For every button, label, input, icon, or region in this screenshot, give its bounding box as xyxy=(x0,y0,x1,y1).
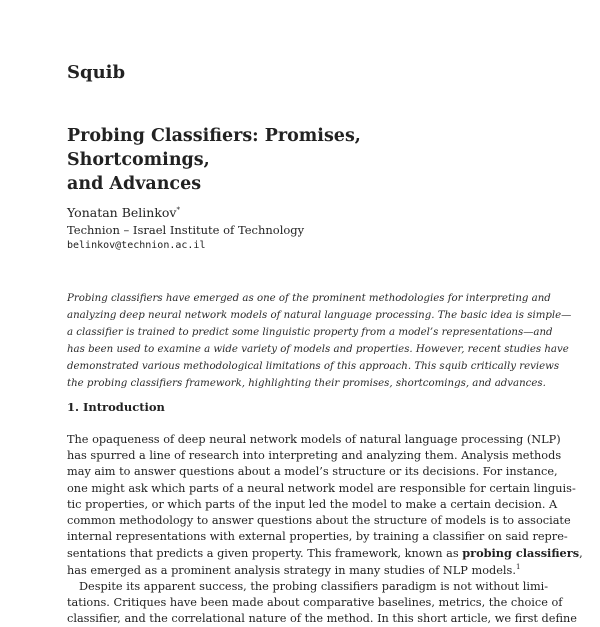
body-line: internal representations with external properties, by training a classifier on said repre- xyxy=(67,530,568,544)
abstract-line: has been used to examine a wide variety of models and properties. However, recent studies have xyxy=(67,344,569,355)
body-line: common methodology to answer questions about the structure of models is to associate xyxy=(67,514,571,528)
body-line: The opaqueness of deep neural network models of natural language processing (NLP) xyxy=(67,433,561,446)
paper-title xyxy=(67,124,507,196)
abstract-line: Probing classifiers have emerged as one of the prominent methodologies for interpreting and xyxy=(67,293,551,304)
body-line: classifier, and the correlational nature of the method. In this short article, we first define xyxy=(67,612,577,626)
paper-title-line-2: and Advances xyxy=(67,174,202,194)
abstract-line: the probing classifiers framework, highlighting their promises, shortcomings, and advances. xyxy=(67,378,546,389)
body-line-text: sentations that predicts a given property. This framework, known as xyxy=(67,547,463,561)
author-affiliation: Technion – Israel Institute of Technology xyxy=(67,223,305,237)
author-name xyxy=(67,205,180,220)
introduction-body xyxy=(67,432,583,627)
body-line-text: has emerged as a prominent analysis strategy in many studies of NLP models. xyxy=(67,563,516,577)
abstract xyxy=(67,290,572,392)
abstract-line: demonstrated various methodological limitations of this approach. This squib critically reviews xyxy=(67,361,560,372)
bold-term-suffix: , xyxy=(579,547,583,561)
body-line: may aim to answer questions about a model’s structure or its decisions. For instance, xyxy=(67,465,558,479)
body-line xyxy=(67,545,583,562)
author-footnote-mark: * xyxy=(176,205,180,214)
body-line: one might ask which parts of a neural network model are responsible for certain linguis- xyxy=(67,481,576,495)
body-line: tic properties, or which parts of the input led the model to make a certain decision. A xyxy=(67,497,558,511)
body-line: Despite its apparent success, the probing classifiers paradigm is not without limi- xyxy=(79,579,549,593)
section-heading-introduction: 1. Introduction xyxy=(67,400,165,414)
paper-title-line-1: Probing Classifiers: Promises, Shortcomings, xyxy=(67,126,361,170)
abstract-line: analyzing deep neural network models of natural language processing. The basic idea is simple— xyxy=(67,310,572,321)
author-name-text: Yonatan Belinkov xyxy=(67,205,177,220)
footnote-mark[interactable]: 1 xyxy=(515,562,521,571)
body-line xyxy=(67,563,539,579)
body-line: has spurred a line of research into interpreting and analyzing them. Analysis methods xyxy=(67,449,562,463)
author-email[interactable]: belinkov@technion.ac.il xyxy=(67,240,206,251)
article-type-label: Squib xyxy=(67,62,126,83)
body-line: tations. Critiques have been made about comparative baselines, metrics, the choice of xyxy=(67,596,563,610)
bold-term-probing-classifiers: probing classifiers xyxy=(462,546,580,561)
abstract-line: a classifier is trained to predict some linguistic property from a model’s representations—and xyxy=(67,327,553,338)
